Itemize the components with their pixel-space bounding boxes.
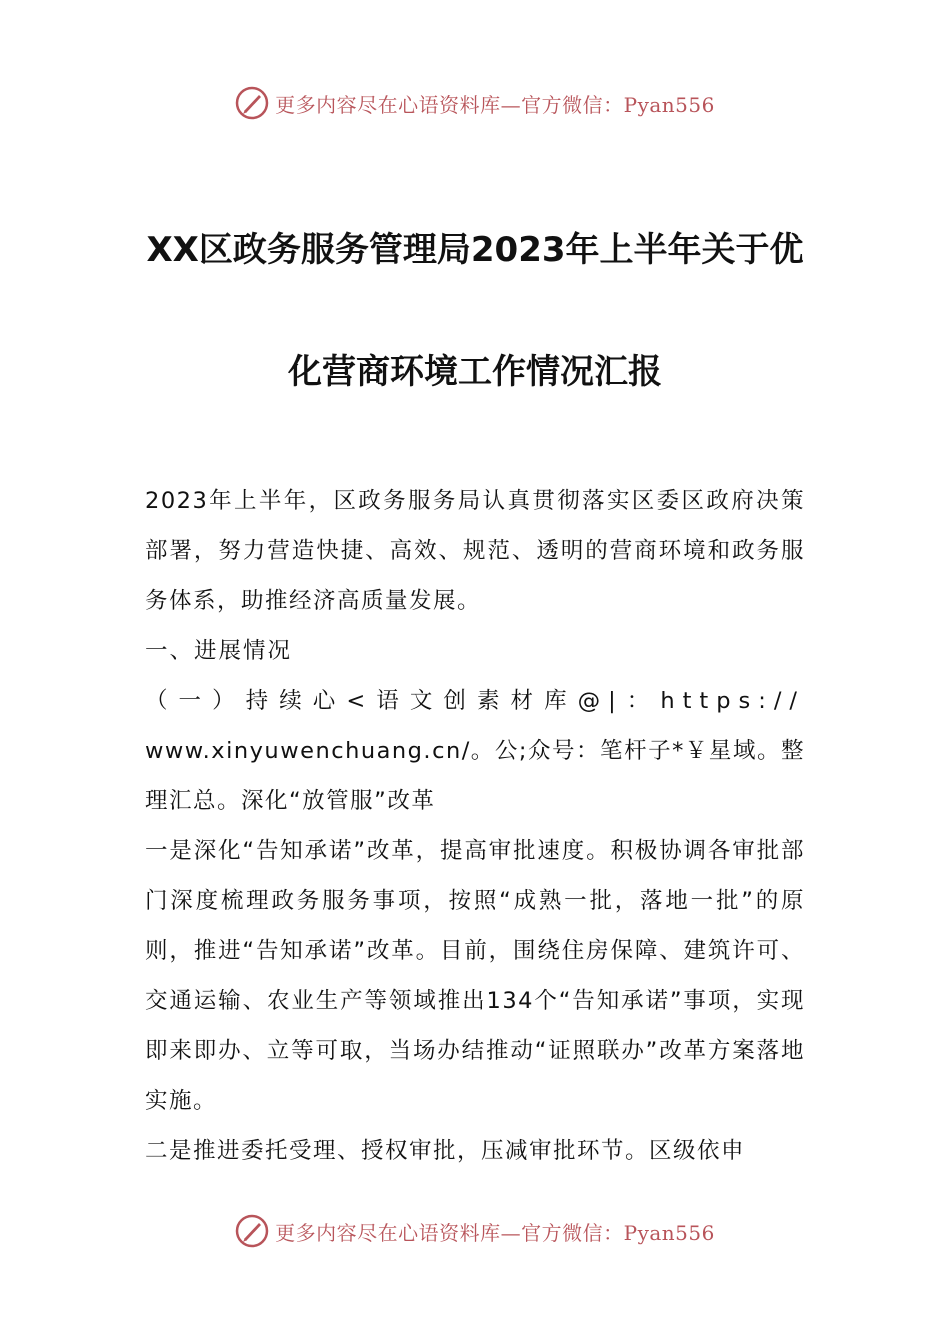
pen-logo-icon bbox=[235, 86, 269, 120]
subsection-heading-line1-text: （一）持续心<语文创素材库@|：https:// bbox=[145, 688, 805, 714]
point-one-paragraph: 一是深化“告知承诺”改革，提高审批速度。积极协调各审批部门深度梳理政务服务事项，按照“成熟一批，落地一批”的原则，推进“告知承诺”改革。目前，围绕住房保障、建筑许可、交通运输、农业生产等领域推出134个“告知承诺”事项，实现即来即办、立等可取，当场办结推动“证照联办”改革方案落地实施。 bbox=[145, 838, 805, 1114]
bottom-watermark-banner bbox=[0, 1206, 950, 1256]
watermark-text: 更多内容尽在心语资料库—官方微信：Pyan556 bbox=[275, 1220, 715, 1245]
document-body bbox=[145, 476, 805, 1176]
top-watermark-banner bbox=[0, 78, 950, 128]
point-two-paragraph: 二是推进委托受理、授权审批，压减审批环节。区级依申 bbox=[145, 1138, 746, 1164]
intro-paragraph: 2023年上半年，区政务服务局认真贯彻落实区委区政府决策部署，努力营造快捷、高效、规范、透明的营商环境和政务服务体系，助推经济高质量发展。 bbox=[145, 488, 805, 614]
subsection-heading-line1 bbox=[145, 676, 805, 726]
document-title-line1: XX区政务服务管理局2023年上半年关于优 bbox=[146, 230, 804, 270]
section-heading: 一、进展情况 bbox=[145, 638, 293, 664]
watermark-text: 更多内容尽在心语资料库—官方微信：Pyan556 bbox=[275, 92, 715, 117]
pen-logo-icon bbox=[235, 1214, 269, 1248]
subsection-heading-line2: www.xinyuwenchuang.cn/。公;众号：笔杆子*￥星域。整理汇总。深化“放管服”改革 bbox=[145, 738, 805, 814]
document-title-line2: 化营商环境工作情况汇报 bbox=[288, 352, 662, 392]
